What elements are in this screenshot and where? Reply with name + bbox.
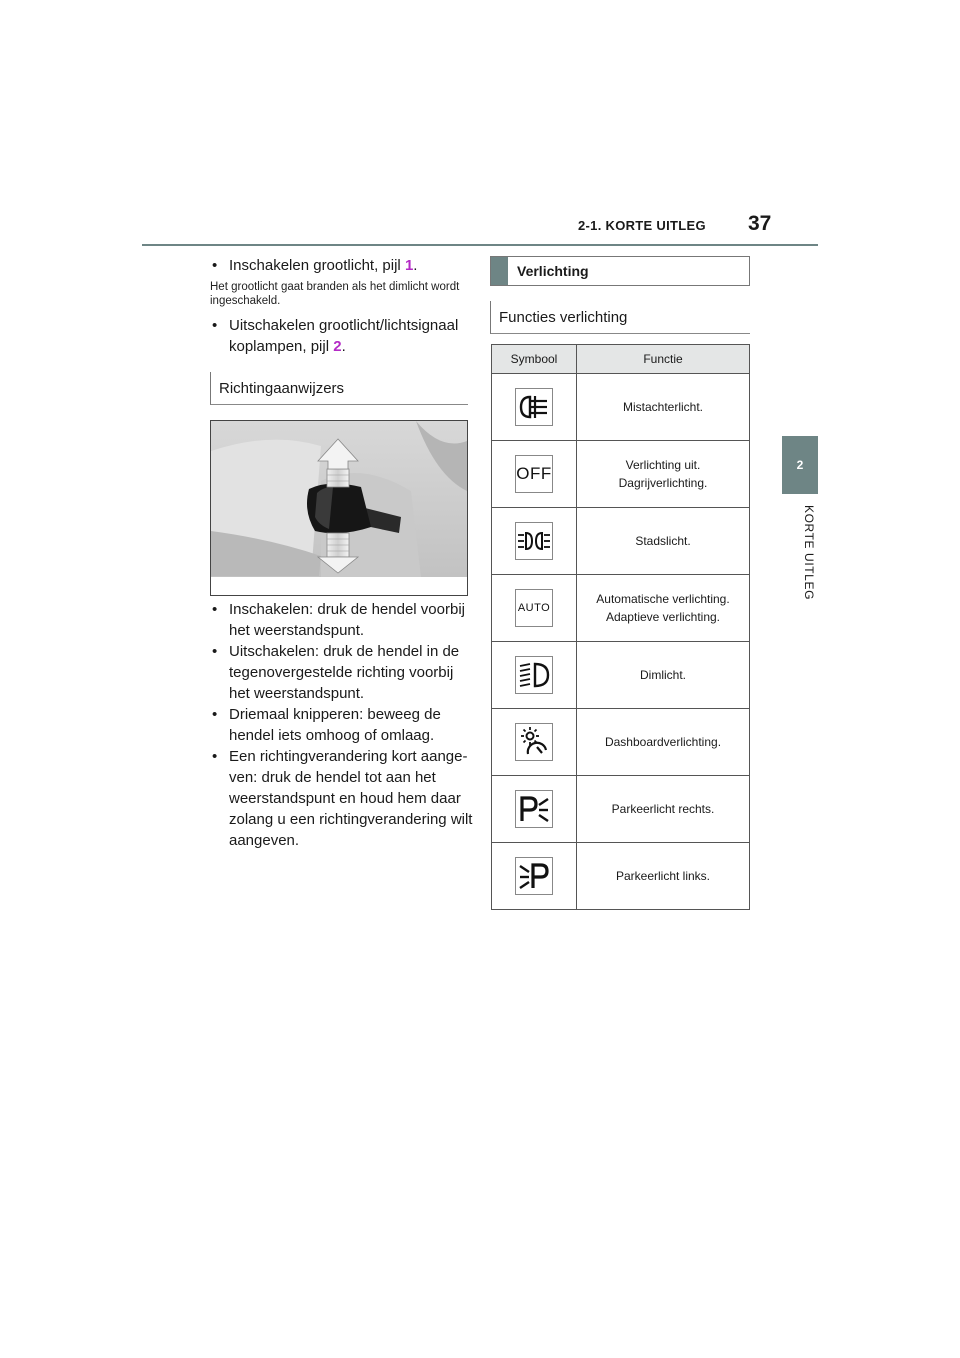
section-heading-label: Verlichting [517,263,589,279]
header-rule [142,244,818,246]
symbol-cell [492,374,577,441]
chapter-label: KORTE UITLEG [802,505,816,600]
list-item-text: Inschakelen: druk de hendel voorbij het weerstandspunt. [229,601,465,639]
function-cell: Dashboardverlichting. [577,709,750,776]
arrow-reference: 1 [404,257,414,274]
subheading-richtingaanwijzers: Richtingaanwijzers [210,372,468,405]
function-cell: Verlichting uit. Dagrijverlichting. [577,441,750,508]
list-item [212,746,474,851]
table-row [492,374,750,441]
function-cell: Parkeerlicht rechts. [577,776,750,843]
list-item [212,704,474,746]
heading-accent-bar [491,257,508,285]
note-text: Het grootlicht gaat branden als het dimlicht wordt ingeschakeld. [210,281,460,307]
list-item-text: Inschakelen grootlicht, pijl 1. [229,257,418,274]
list-item-text: Driemaal knipperen: beweeg de hendel iets omhoog of omlaag. [229,706,441,744]
low-beam-icon [515,656,553,694]
function-cell: Stadslicht. [577,508,750,575]
list-item [212,315,474,357]
function-cell: Dimlicht. [577,642,750,709]
table-row [492,776,750,843]
symbol-cell [492,776,577,843]
section-heading-verlichting [490,256,750,286]
list-item-text: Uitschakelen grootlicht/lichtsignaal koplampen, pijl 2. [229,317,459,355]
arrow-reference: 2 [333,338,342,355]
function-cell: Mistachterlicht. [577,374,750,441]
table-row [492,508,750,575]
lighting-symbol-table [491,344,750,910]
parking-light-right-icon [515,790,553,828]
column-header-symbool: Symbool [492,345,577,374]
list-item-text: Uitschakelen: druk de hendel in de tegenovergestelde richting voorbij het weerstandspunt. [229,643,460,702]
symbol-cell [492,709,577,776]
auto-text-icon: AUTO [515,589,553,627]
bullet-dot: • [212,748,218,765]
subheading-functies-verlichting: Functies verlichting [490,301,750,334]
function-cell: Automatische verlichting. Adaptieve verlichting. [577,575,750,642]
fog-light-icon [515,388,553,426]
turn-signal-lever-photo [210,420,468,596]
list-item [212,641,474,704]
dashboard-light-icon [515,723,553,761]
bullet-dot: • [212,257,218,274]
off-text-icon: OFF [515,455,553,493]
list-item [212,255,474,276]
table-header-row [492,345,750,374]
symbol-cell [492,843,577,910]
parking-light-left-icon [515,857,553,895]
table-row [492,709,750,776]
symbol-cell [492,575,577,642]
bullet-dot: • [212,317,218,334]
symbol-cell [492,441,577,508]
table-row [492,575,750,642]
section-title: 2-1. KORTE UITLEG [578,218,706,233]
bullet-dot: • [212,643,218,660]
table-row [492,441,750,508]
page-number: 37 [748,212,772,235]
chapter-tab[interactable]: 2 [782,436,818,494]
table-row [492,843,750,910]
lever-illustration [211,421,467,595]
function-cell: Parkeerlicht links. [577,843,750,910]
table-row [492,642,750,709]
bullet-dot: • [212,601,218,618]
symbol-cell [492,642,577,709]
bullet-dot: • [212,706,218,723]
side-light-icon [515,522,553,560]
list-item-text: Een richtingverandering kort aange-ven: druk de hendel tot aan het weerstandspunt en houd hem daar zolang u een richtingverandering wilt aangeven. [229,748,473,849]
symbol-cell [492,508,577,575]
list-item [212,599,474,641]
column-header-functie: Functie [577,345,750,374]
